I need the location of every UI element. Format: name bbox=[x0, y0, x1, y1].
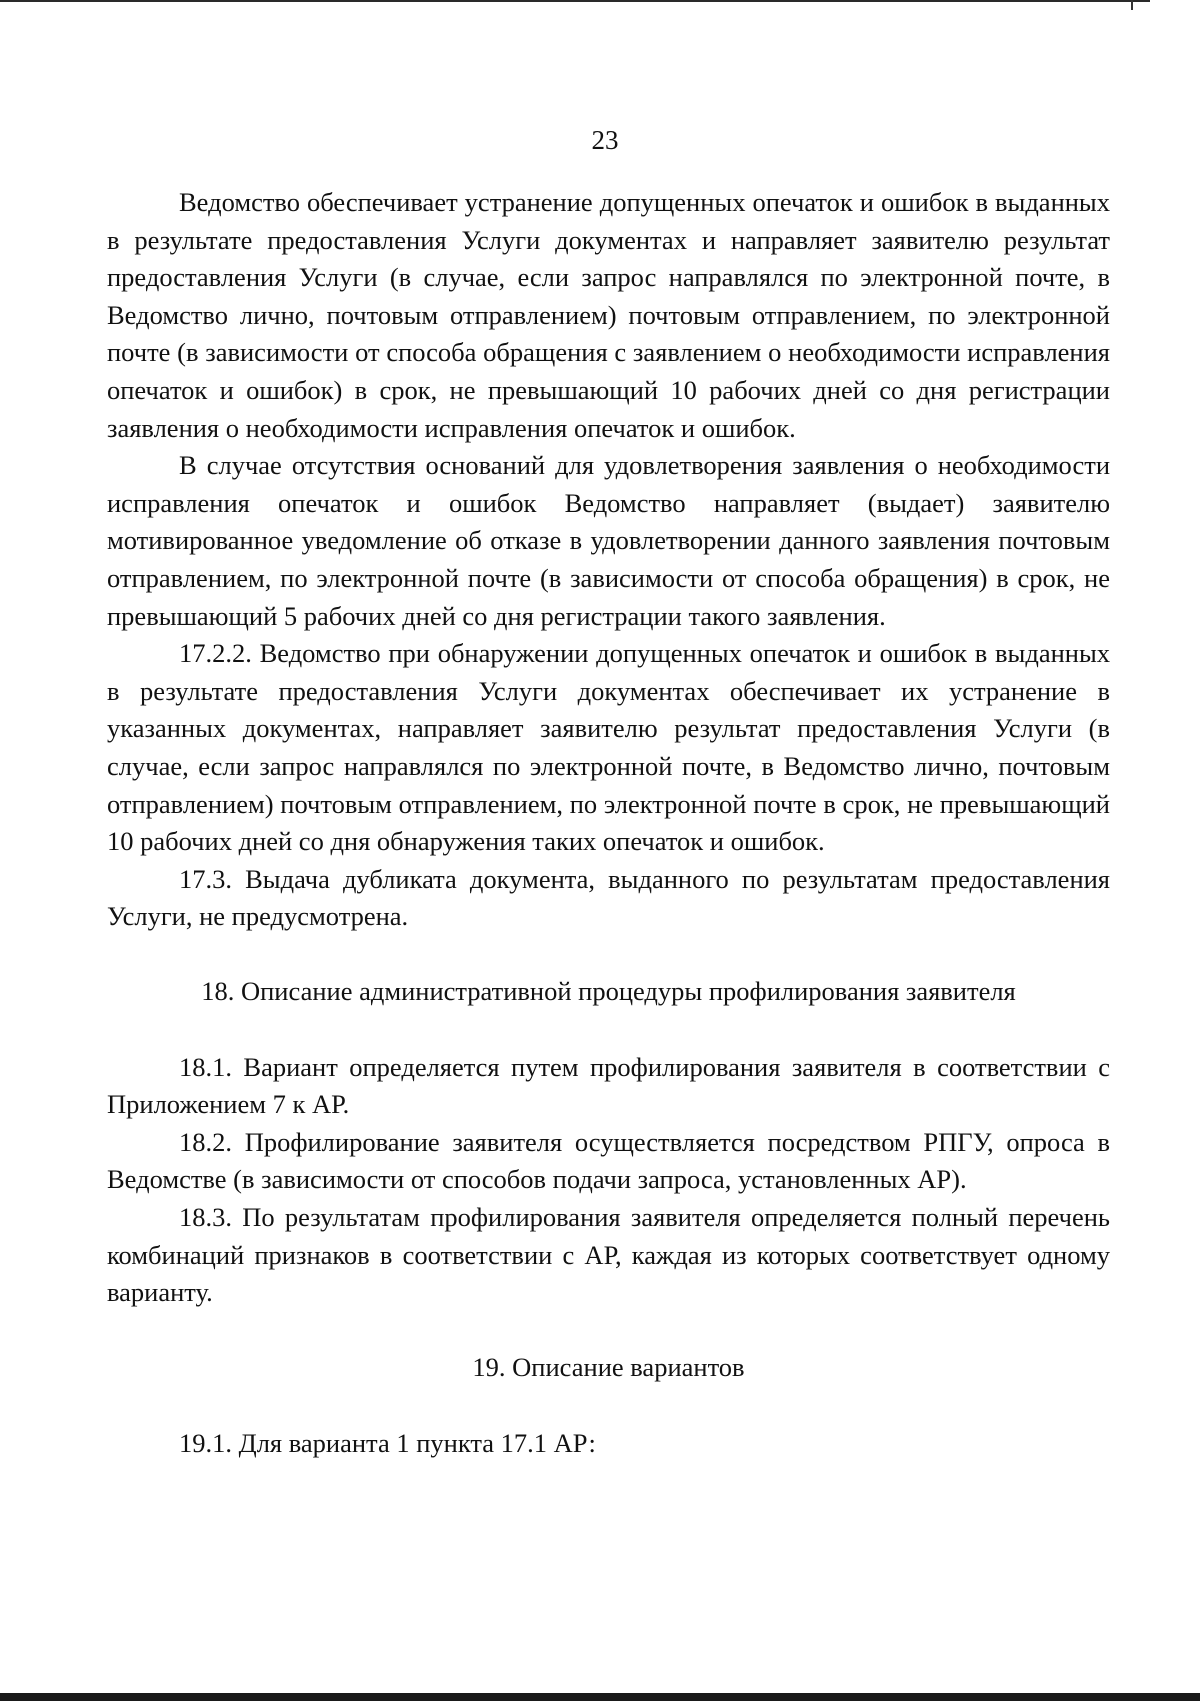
paragraph-17-3: 17.3. Выдача дубликата документа, выданного по результатам предоставления Услуги, не предусмотрена. bbox=[107, 863, 1110, 932]
section-19-heading: 19. Описание вариантов bbox=[472, 1352, 745, 1383]
document-body bbox=[107, 184, 1110, 1462]
page-number: 23 bbox=[591, 125, 619, 155]
paragraph-18-1: 18.1. Вариант определяется путем профилирования заявителя в соответствии с Приложением 7 к АР. bbox=[107, 1051, 1110, 1120]
section-18-heading: 18. Описание административной процедуры профилирования заявителя bbox=[201, 976, 1016, 1007]
paragraph-18-3: 18.3. По результатам профилирования заявителя определяется полный перечень комбинаций признаков в соответствии с АР, каждая из которых соответствует одному варианту. bbox=[107, 1202, 1110, 1308]
scan-edge-top bbox=[0, 0, 1150, 2]
paragraph-refusal-notice: В случае отсутствия оснований для удовлетворения заявления о необходимости исправления опечаток и ошибок Ведомство направляет (выдает) заявителю мотивированное уведомление об отказе в удовлетворении данного заявления почтовым отправлением, по электронной почте (в зависимости от способа обращения) в срок, не превышающий 5 рабочих дней со дня регистрации такого заявления. bbox=[107, 450, 1110, 631]
scan-edge-tick bbox=[1131, 0, 1133, 10]
paragraph-18-2: 18.2. Профилирование заявителя осуществляется посредством РПГУ, опроса в Ведомстве (в зависимости от способов подачи запроса, установленных АР). bbox=[107, 1126, 1110, 1195]
paragraph-correction-of-errors: Ведомство обеспечивает устранение допущенных опечаток и ошибок в выданных в результате предоставления Услуги документах и направляет заявителю результат предоставления Услуги (в случае, если запрос направлялся по электронной почте, в Ведомство лично, почтовым отправлением) почтовым отправлением, по электронной почте (в зависимости от способа обращения с заявлением о необходимости исправления опечаток и ошибок) в срок, не превышающий 10 рабочих дней со дня регистрации заявления о необходимости исправления опечаток и ошибок. bbox=[107, 187, 1110, 443]
paragraph-19-1: 19.1. Для варианта 1 пункта 17.1 АР: bbox=[179, 1427, 596, 1458]
paragraph-17-2-2: 17.2.2. Ведомство при обнаружении допущенных опечаток и ошибок в выданных в результате предоставления Услуги документах обеспечивает их устранение в указанных документах, направляет заявителю результат предоставления Услуги (в случае, если запрос направлялся по электронной почте, в Ведомство лично, почтовым отправлением) почтовым отправлением, по электронной почте в срок, не превышающий 10 рабочих дней со дня обнаружения таких опечаток и ошибок. bbox=[107, 638, 1110, 857]
scan-edge-bottom bbox=[0, 1693, 1200, 1701]
